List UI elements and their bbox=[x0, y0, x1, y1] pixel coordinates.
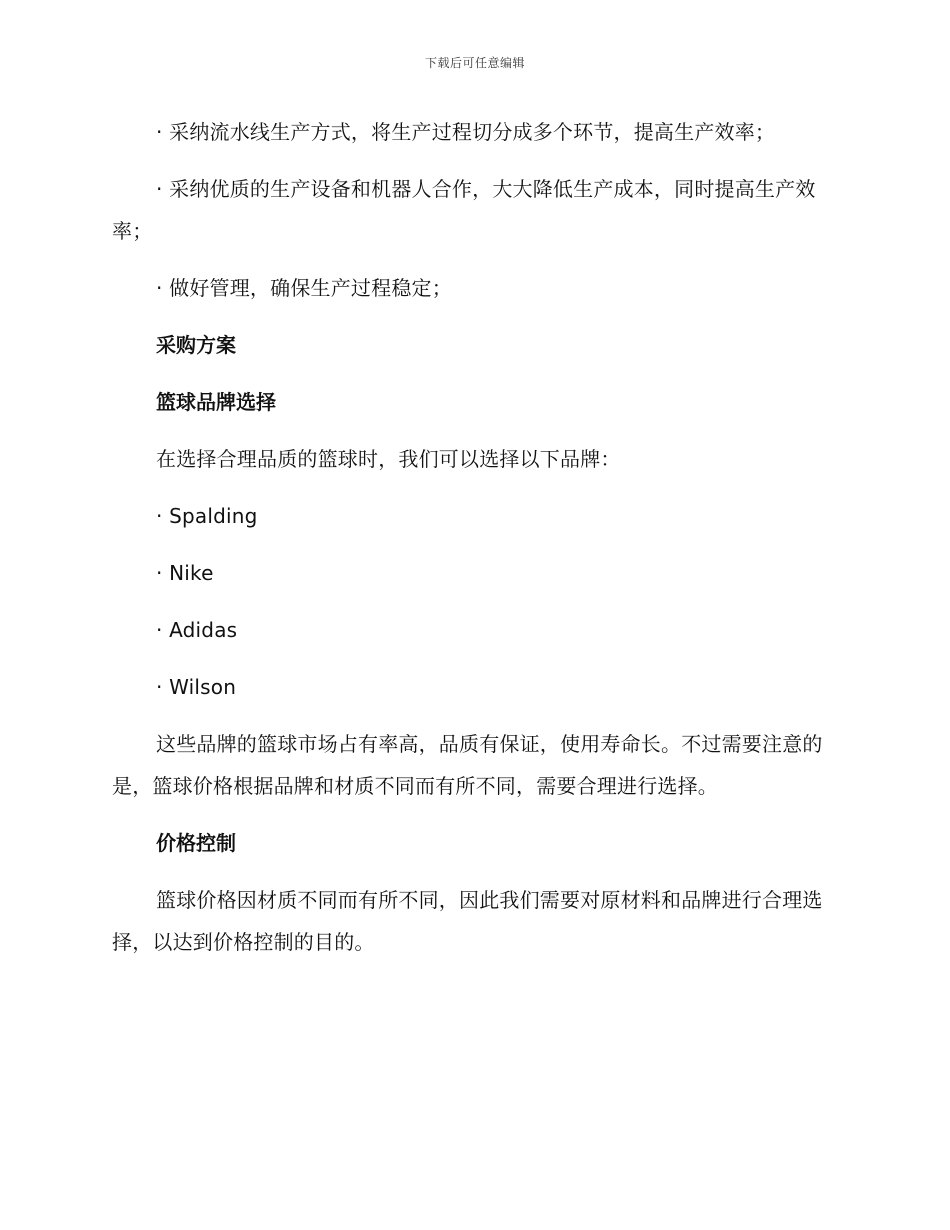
bullet-item-management: · 做好管理，确保生产过程稳定； bbox=[156, 276, 452, 300]
paragraph-price-control: 篮球价格因材质不同而有所不同，因此我们需要对原材料和品牌进行合理选择，以达到价格控制的目的。 bbox=[112, 888, 823, 954]
bullet-item-brand-spalding: · Spalding bbox=[156, 504, 258, 528]
section-heading-brand-selection: 篮球品牌选择 bbox=[156, 390, 276, 414]
section-heading-procurement: 采购方案 bbox=[156, 333, 236, 357]
section-heading-price-control: 价格控制 bbox=[156, 831, 236, 855]
paragraph-brand-intro: 在选择合理品质的篮球时，我们可以选择以下品牌： bbox=[156, 447, 621, 471]
bullet-item-brand-adidas: · Adidas bbox=[156, 618, 238, 642]
document-body bbox=[112, 111, 832, 978]
paragraph-brand-summary: 这些品牌的篮球市场占有率高，品质有保证，使用寿命长。不过需要注意的是，篮球价格根据品牌和材质不同而有所不同，需要合理进行选择。 bbox=[112, 732, 823, 798]
bullet-item-brand-wilson: · Wilson bbox=[156, 675, 237, 699]
page-header: 下载后可任意编辑 bbox=[424, 56, 525, 70]
bullet-item-equipment: · 采纳优质的生产设备和机器人合作，大大降低生产成本，同时提高生产效率； bbox=[112, 177, 816, 243]
bullet-item-assembly-line: · 采纳流水线生产方式，将生产过程切分成多个环节，提高生产效率； bbox=[156, 120, 776, 144]
bullet-item-brand-nike: · Nike bbox=[156, 561, 214, 585]
